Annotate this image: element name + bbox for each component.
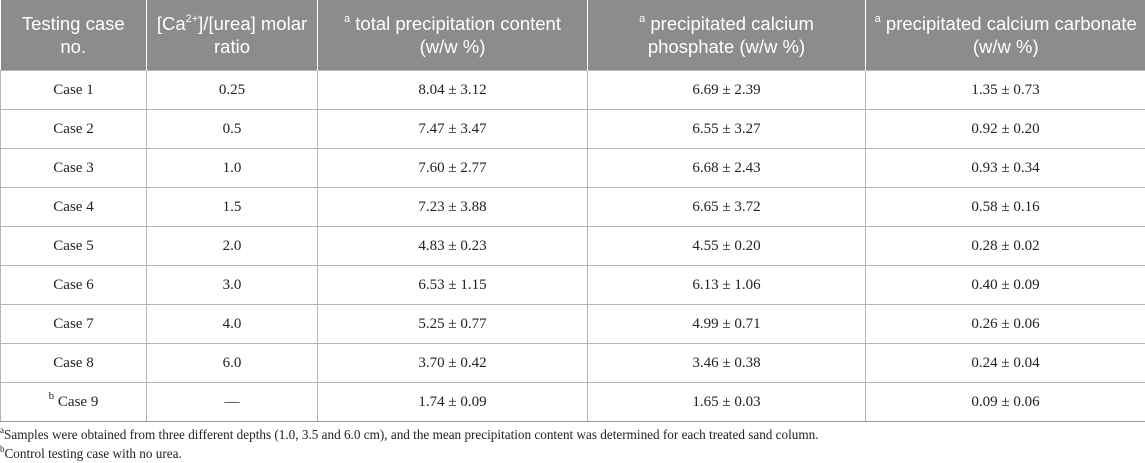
cell-molar-ratio (147, 383, 318, 422)
table-row (1, 383, 1145, 422)
table-footnotes (0, 425, 1145, 463)
cell-case (1, 383, 147, 422)
cell-calcium-carbonate (866, 266, 1145, 305)
cell-calcium-carbonate (866, 227, 1145, 266)
cell-calcium-carbonate-text: 0.40 ± 0.09 (971, 277, 1039, 293)
table-row (1, 227, 1145, 266)
cell-total-precipitation (318, 71, 588, 110)
cell-calcium-carbonate (866, 110, 1145, 149)
table-header (1, 0, 1145, 71)
table-row (1, 110, 1145, 149)
footnote-a-text: Samples were obtained from three different depths (1.0, 3.5 and 6.0 cm), and the mean precipitation content was determined for each treated sand column. (4, 427, 819, 442)
header-total-precipitation-text: total precipitation content (w/w %) (350, 13, 561, 57)
header-molar-ratio (147, 0, 318, 71)
cell-calcium-carbonate (866, 188, 1145, 227)
footnote-a-mark: a (0, 425, 4, 435)
header-molar-ratio-text-a: [Ca (157, 13, 186, 34)
cell-case-text: Case 3 (53, 160, 93, 176)
cell-calcium-phosphate (588, 149, 866, 188)
cell-calcium-phosphate-text: 6.13 ± 1.06 (692, 277, 760, 293)
cell-molar-ratio-text: 2.0 (223, 238, 242, 254)
header-calcium-phosphate (588, 0, 866, 71)
cell-calcium-phosphate (588, 305, 866, 344)
cell-calcium-carbonate-text: 1.35 ± 0.73 (971, 82, 1039, 98)
footnote-b (0, 444, 1145, 463)
cell-case (1, 188, 147, 227)
cell-calcium-phosphate-text: 4.99 ± 0.71 (692, 316, 760, 332)
cell-case (1, 227, 147, 266)
footnote-mark-a: a (875, 13, 881, 25)
footnote-b-text: Control testing case with no urea. (5, 446, 182, 461)
cell-calcium-phosphate-text: 6.69 ± 2.39 (692, 82, 760, 98)
cell-total-precipitation-text: 7.23 ± 3.88 (418, 199, 486, 215)
header-molar-ratio-text-b: ]/[urea] molar ratio (198, 13, 307, 57)
header-molar-ratio-sup: 2+ (186, 13, 199, 25)
cell-molar-ratio (147, 188, 318, 227)
cell-calcium-carbonate-text: 0.28 ± 0.02 (971, 238, 1039, 254)
cell-calcium-carbonate-text: 0.09 ± 0.06 (971, 394, 1039, 410)
cell-case (1, 71, 147, 110)
cell-calcium-phosphate (588, 383, 866, 422)
cell-molar-ratio (147, 110, 318, 149)
cell-total-precipitation (318, 305, 588, 344)
cell-total-precipitation-text: 7.60 ± 2.77 (418, 160, 486, 176)
cell-calcium-carbonate-text: 0.58 ± 0.16 (971, 199, 1039, 215)
cell-molar-ratio-text: 3.0 (223, 277, 242, 293)
header-calcium-phosphate-text: precipitated calcium phosphate (w/w %) (645, 13, 814, 57)
cell-total-precipitation-text: 7.47 ± 3.47 (418, 121, 486, 137)
cell-case-text: Case 2 (53, 121, 93, 137)
cell-case (1, 149, 147, 188)
cell-case-text: Case 5 (53, 238, 93, 254)
header-case-no-text: Testing case no. (22, 13, 125, 57)
footnote-mark-a: a (639, 13, 645, 25)
cell-calcium-phosphate (588, 227, 866, 266)
cell-molar-ratio-text: 1.0 (223, 160, 242, 176)
table-row (1, 344, 1145, 383)
cell-calcium-phosphate (588, 110, 866, 149)
cell-calcium-phosphate-text: 3.46 ± 0.38 (692, 355, 760, 371)
cell-calcium-carbonate (866, 344, 1145, 383)
table-row (1, 149, 1145, 188)
cell-molar-ratio-text: 1.5 (223, 199, 242, 215)
cell-case-text: Case 4 (53, 199, 93, 215)
footnote-mark-b: b (49, 390, 55, 402)
cell-calcium-phosphate-text: 1.65 ± 0.03 (692, 394, 760, 410)
cell-total-precipitation (318, 266, 588, 305)
cell-case (1, 305, 147, 344)
table-row (1, 305, 1145, 344)
cell-case (1, 344, 147, 383)
cell-calcium-carbonate-text: 0.93 ± 0.34 (971, 160, 1039, 176)
cell-molar-ratio (147, 344, 318, 383)
cell-molar-ratio-text: 0.25 (219, 82, 245, 98)
cell-calcium-carbonate-text: 0.26 ± 0.06 (971, 316, 1039, 332)
cell-total-precipitation (318, 188, 588, 227)
cell-calcium-phosphate-text: 6.65 ± 3.72 (692, 199, 760, 215)
cell-total-precipitation-text: 6.53 ± 1.15 (418, 277, 486, 293)
cell-case-text: Case 9 (54, 394, 98, 410)
cell-calcium-carbonate (866, 71, 1145, 110)
table-row (1, 71, 1145, 110)
cell-total-precipitation (318, 227, 588, 266)
table-row (1, 266, 1145, 305)
cell-calcium-carbonate-text: 0.92 ± 0.20 (971, 121, 1039, 137)
cell-total-precipitation (318, 110, 588, 149)
cell-total-precipitation (318, 149, 588, 188)
cell-calcium-carbonate-text: 0.24 ± 0.04 (971, 355, 1039, 371)
cell-molar-ratio (147, 71, 318, 110)
cell-case (1, 266, 147, 305)
table-body (1, 71, 1145, 422)
cell-total-precipitation-text: 5.25 ± 0.77 (418, 316, 486, 332)
cell-total-precipitation (318, 344, 588, 383)
footnote-mark-a: a (344, 13, 350, 25)
cell-calcium-phosphate-text: 4.55 ± 0.20 (692, 238, 760, 254)
cell-calcium-phosphate (588, 71, 866, 110)
cell-calcium-carbonate (866, 305, 1145, 344)
cell-molar-ratio-text: 6.0 (223, 355, 242, 371)
cell-calcium-phosphate-text: 6.68 ± 2.43 (692, 160, 760, 176)
header-calcium-carbonate (866, 0, 1145, 71)
cell-total-precipitation (318, 383, 588, 422)
cell-case-text: Case 6 (53, 277, 93, 293)
header-case-no (1, 0, 147, 71)
cell-molar-ratio (147, 227, 318, 266)
cell-total-precipitation-text: 3.70 ± 0.42 (418, 355, 486, 371)
cell-molar-ratio (147, 305, 318, 344)
cell-molar-ratio (147, 149, 318, 188)
header-calcium-carbonate-text: precipitated calcium carbonate (w/w %) (881, 13, 1137, 57)
cell-calcium-carbonate (866, 383, 1145, 422)
cell-calcium-phosphate (588, 188, 866, 227)
cell-molar-ratio-text: 4.0 (223, 316, 242, 332)
cell-calcium-carbonate (866, 149, 1145, 188)
cell-calcium-phosphate (588, 344, 866, 383)
cell-calcium-phosphate (588, 266, 866, 305)
cell-molar-ratio-text: 0.5 (223, 121, 242, 137)
cell-case-text: Case 8 (53, 355, 93, 371)
cell-case-text: Case 1 (53, 82, 93, 98)
header-row (1, 0, 1145, 71)
footnote-b-mark: b (0, 444, 5, 454)
cell-calcium-phosphate-text: 6.55 ± 3.27 (692, 121, 760, 137)
cell-molar-ratio (147, 266, 318, 305)
table-row (1, 188, 1145, 227)
footnote-a (0, 425, 1145, 444)
cell-total-precipitation-text: 8.04 ± 3.12 (418, 82, 486, 98)
cell-molar-ratio-text: — (225, 394, 240, 410)
header-total-precipitation (318, 0, 588, 71)
cell-total-precipitation-text: 4.83 ± 0.23 (418, 238, 486, 254)
cell-case-text: Case 7 (53, 316, 93, 332)
cell-case (1, 110, 147, 149)
cell-total-precipitation-text: 1.74 ± 0.09 (418, 394, 486, 410)
